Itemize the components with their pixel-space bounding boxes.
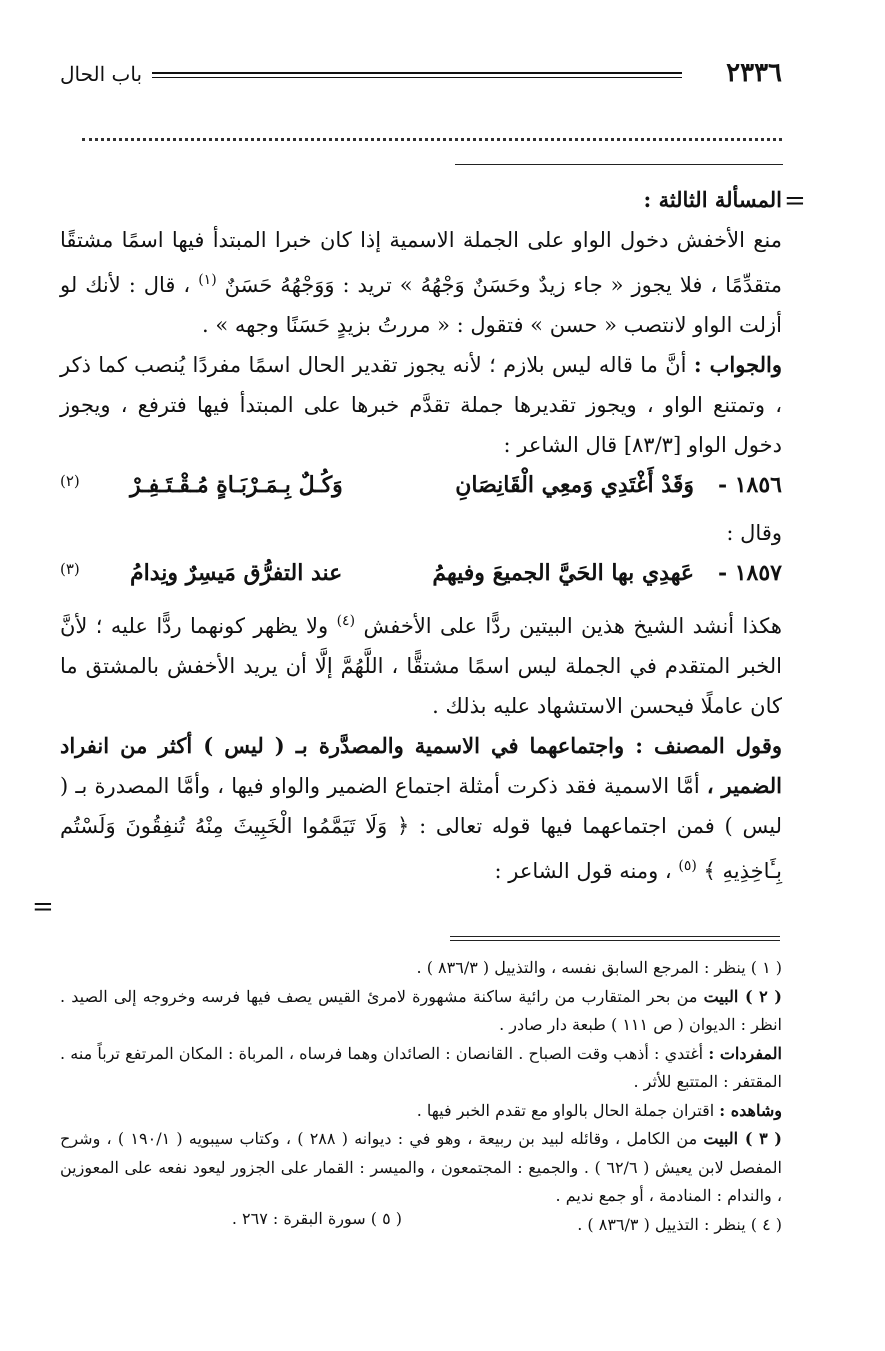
verse-1857 [60,553,782,601]
main-text [60,180,782,891]
vocabulary-label: المفردات : [708,1043,782,1063]
running-head [60,58,782,98]
footnote-ref-4: (٤) [336,613,356,629]
verse-first-hemistich: وَقَدْ أَغْتَدِي وَمعِي الْقَانِصَانِ [455,472,694,498]
footnote-4: ( ٤ ) ينظر : التذييل ( ٨٣٦/٣ ) . [577,1214,782,1234]
paragraph-3-text-b: ولا يظهر كونهما ردًّا عليه ؛ لأنَّ الخبر المتقدم في الجملة ليس اسمًا مشتقًّا ، اللَّهُمَّ إلَّا أن يريد الأخفش بالمشتق ما كان عاملًا فيحسن الاستشهاد عليه بذلك . [60,614,782,718]
footnote-ref-3: (٣) [60,560,80,578]
paragraph-3-text-a: هكذا أنشد الشيخ هذين البيتين ردًّا على الأخفش [363,614,782,638]
section-heading: المسألة الثالثة : [643,187,782,212]
footnote-rule [450,936,780,941]
paragraph-1-text: منع الأخفش دخول الواو على الجملة الاسمية إذا كان خبرا المبتدأ فيها اسمًا مشتقًا متقدِّمًا ، فلا يجوز « جاء زيدٌ وحَسَنٌ وَجْهُهُ » تريد : وَوَجْهُهُ حَسَنٌ [60,228,783,297]
paragraph-3 [60,601,782,726]
footnote-ref-1: (١) [198,272,217,288]
footnote-2 [60,983,782,1040]
footnote-3-text: من الكامل ، وقائله لبيد بن ربيعة ، وهو في : ديوانه ( ٢٨٨ ) ، وكتاب سيبويه ( ١٩٠/١ ) ، وشرح المفصل لابن يعيش ( ٦٢/٦ ) . والجميع : المجتمعون ، والميسر : القمار على الجزور ليعود نفعه على المعوزين ، والندام : المنادمة ، أو جمع نديم . [60,1129,782,1205]
footnote-1: ( ١ ) ينظر : المرجع السابق نفسه ، والتذييل ( ٨٣٦/٣ ) . [416,958,782,977]
verse-first-hemistich: عَهدِي بها الحَيَّ الجميعَ وفيهمُ [432,560,694,586]
footnote-2-label: ( ٢ ) البيت [703,986,782,1006]
answer-label: والجواب : [693,352,782,377]
verse-second-hemistich: عند التفرُّق مَيسِرٌ ونِدامُ [130,560,343,586]
footnote-vocabulary [60,1040,782,1097]
footnote-evidence [60,1097,782,1126]
paragraph-1-end: ، قال : لأنك لو أزلت الواو لانتصب « حسن » فتقول : « مررتُ بزيدٍ حَسَنًا وجهه » . [60,273,782,337]
and-said-line: وقال : [726,521,782,545]
vocabulary-text: أغتدي : أذهب وقت الصباح . القانصان : الصائدان وهما فرساه ، المرباة : المكان المرتفع ترباً منه . المقتفر : المتتبع للأثر . [60,1043,782,1091]
verse-second-hemistich: وَكُـلٌ بِـمَـرْبَـاةٍ مُـقْـتَـفِـرْ [130,472,343,498]
verse-1856 [60,465,782,513]
paragraph-1 [60,220,782,345]
dotted-separator [82,128,782,141]
chapter-title: باب الحال [60,62,143,86]
footnote-3-label: ( ٣ ) البيت [703,1129,782,1148]
header-rule [152,72,682,78]
footnote-2-text: من بحر المتقارب من رائية ساكنة مشهورة لامرئ القيس يصف فيها فرسه وخروجه إلى الصيد . انظر : الديوان ( ص ١١١ ) طبعة دار صادر . [60,986,782,1034]
footnote-5: ( ٥ ) سورة البقرة : ٢٦٧ . [231,1208,402,1228]
section-rule [455,164,783,165]
page-number: ٢٣٣٦ [726,58,782,88]
margin-mark-side: = [32,892,54,922]
footnote-ref-5: (٥) [678,858,697,874]
evidence-label: وشاهده : [719,1100,782,1120]
verse-number: ١٨٥٦ - [717,472,782,498]
paragraph-4-end: ، ومنه قول الشاعر : [494,859,672,883]
footnote-3 [60,1125,782,1211]
evidence-text: اقتران جملة الحال بالواو مع تقدم الخبر فيها . [416,1100,715,1120]
quran-verse: ﴿ وَلَا تَيَمَّمُوا الْخَبِيثَ مِنْهُ تُنفِقُونَ وَلَسْتُم بِـَٔاخِذِيهِ ﴾ [60,814,782,883]
paragraph-2 [60,345,782,465]
footnote-ref-2: (٢) [60,472,80,490]
verse-number: ١٨٥٧ - [717,560,782,586]
paragraph-4 [60,726,782,891]
footnotes-last-line [60,1208,782,1240]
paragraph-2-text: أنَّ ما قاله ليس بلازم ؛ لأنه يجوز تقدير الحال اسمًا مفردًا يُنصب كما ذكر ، وتمتنع الواو ، ويجوز تقديرها جملة تقدَّم خبرها على المبتدأ فيها فترفع ، ويجوز دخول الواو [٨٣/٣] قال الشاعر : [60,353,782,457]
paragraph-4-text: أمَّا الاسمية فقد ذكرت أمثلة اجتماع الضمير والواو فيها ، وأمَّا المصدرة بـ ( ليس ) فمن اجتماعهما فيها قوله تعالى : [60,774,782,838]
footnotes [60,954,782,1240]
margin-mark-top: = [784,186,806,216]
author-quote: وقول المصنف : واجتماعهما في الاسمية والمصدَّرة بـ ( ليس ) أكثر من انفراد الضمير ، [60,733,782,798]
